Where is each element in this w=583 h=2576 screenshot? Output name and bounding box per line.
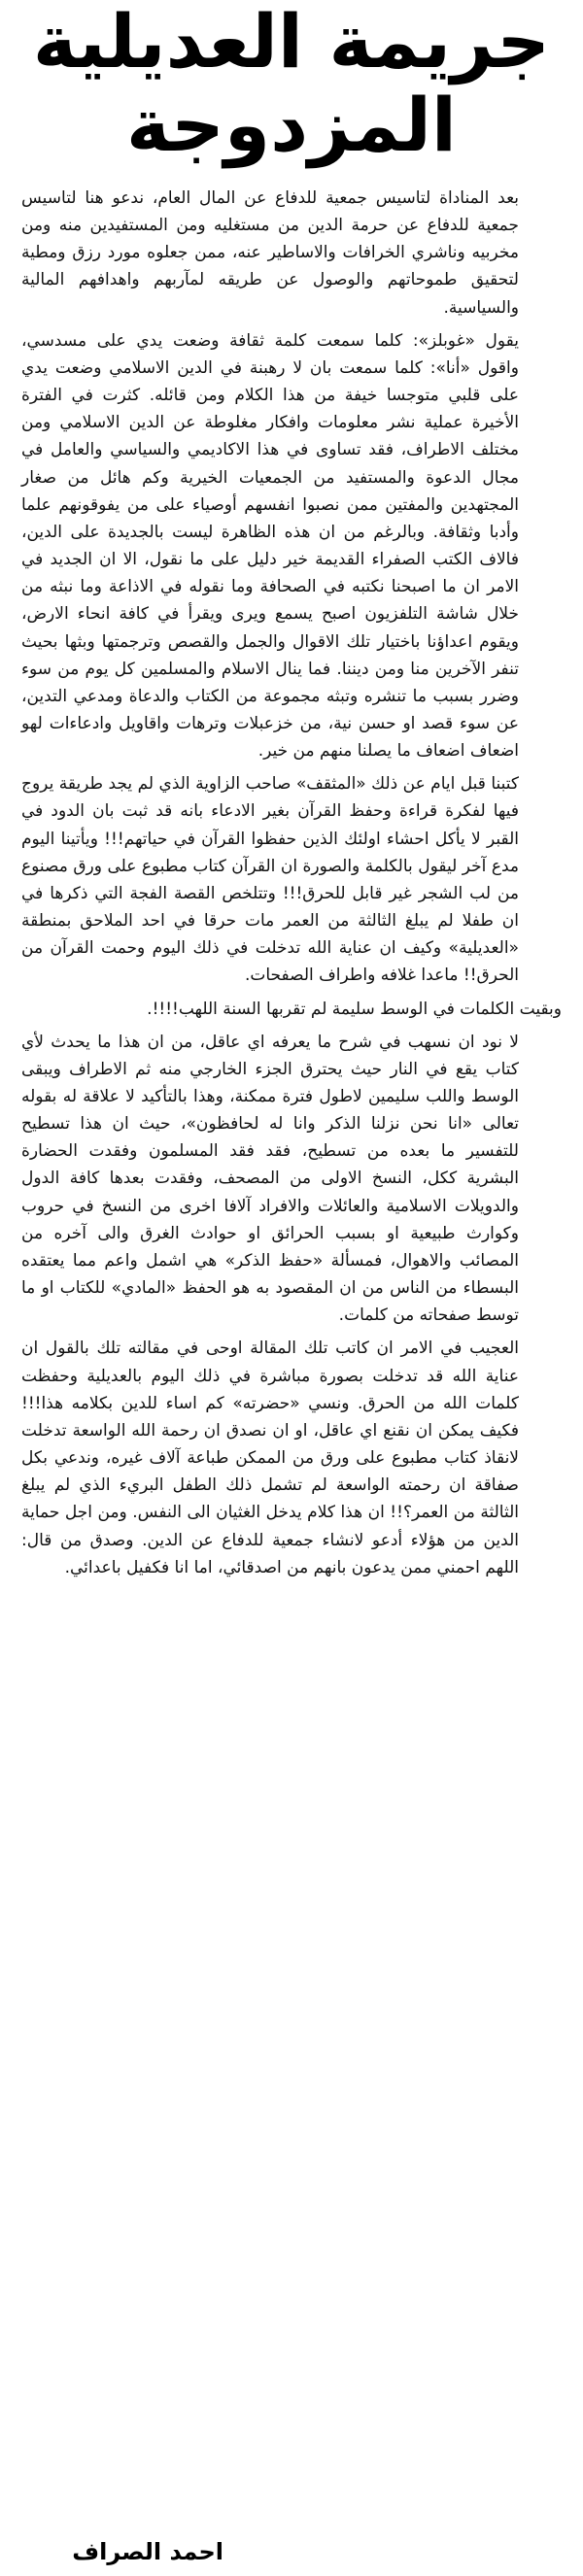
paragraph-reasoning: لا نود ان نسهب في شرح ما يعرفه اي عاقل، من ان هذا ما يحدث لأي كتاب يقع في النار حيث يحترق الجزء الخارجي منه ثم الاطراف ويبقى الوسط واللب سليمين لاطول فترة ممكنة، وهذا بالتأكيد لا علاقة له بقوله تعالى «انا نحن نزلنا الذكر وانا له لحافظون»، حيث ان هذا تسطيح للتفسير ما بعده من تسطيح، فقد فقد المسلمون وفقدت الحضارة البشرية ككل، النسخ الاولى من المصحف، وفقدت بعدها كافة الدول والدويلات الاسلامية والعائلات والافراد آلافا اخرى من النسخ في حروب وكوارث طبيعية او بسبب الحرائق او حوادث الغرق والى آخره من المصائب والاهوال، فمسألة «حفظ الذكر» هي اشمل واعم مما يعتقده البسطاء من الناس من ان المقصود به هو الحفظ «المادي» للكتاب او ما توسط صفحاته من كلمات.	[21, 1032, 519, 1326]
paragraph-goebbels: يقول «غوبلز»: كلما سمعت كلمة ثقافة وضعت يدي على مسدسي، واقول «أنا»: كلما سمعت بان لا رهبنة في الدين الاسلامي وضعت يدي على قلبي متوجسا خيفة من هذا الكلام ومن قائله. كثرت في الفترة الأخيرة عملية نشر معلومات وافكار مغلوطة عن الدين الاسلامي ومن مختلف الاطراف، فقد تساوى في هذا الاكاديمي والسياسي والعامل في مجال الدعوة والمستفيد من الجمعيات الخيرية وكم هائل من صغار المجتهدين والمفتين ممن نصبوا انفسهم أوصياء على من يفوقونهم علما وأدبا وثقافة. وبالرغم من ان هذه الظاهرة ليست بالجديدة على الدين، فالاف الكتب الصفراء القديمة خير دليل على ما نقول، الا ان الجديد في الامر ان ما اصبحنا نكتبه في الصحافة وما نقوله في الاذاعة وما نبثه من خلال شاشة التلفزيون اصبح يسمع ويرى ويقرأ في كافة انحاء الارض، ويقوم اعداؤنا باختيار تلك الاقوال والجمل والقصص وترجمتها وبثها بحيث تنفر الآخرين منا ومن ديننا. فما ينال الاسلام والمسلمين كل يوم من سوء وضرر بسبب ما تنشره وتبثه مجموعة من الكتاب والدعاة ومدعي التدين، عن سوء قصد او حسن نية، من خزعبلات وترهات واقاويل وادعاءات لهو اضعاف اضعاف ما يصلنا منهم من خير.	[21, 330, 519, 762]
paragraph-conclusion: العجيب في الامر ان كاتب تلك المقالة اوحى في مقالته تلك بالقول ان عناية الله قد تدخلت بصورة مباشرة في ذلك اليوم بالعديلية وحفظت كلمات الله من الحرق. ونسي «حضرته» كم اساء للدين بكلامه هذا!!! فكيف يمكن ان نقنع اي عاقل، او ان نصدق ان رحمة الله الواسعة تدخلت لانقاذ كتاب مطبوع على ورق من الممكن طباعة آلاف غيره، وندعي بكل صفاقة ان رحمته الواسعة لم تشمل ذلك الطفل البريء الذي لم يبلغ الثالثة من العمر؟!! ان هذا كلام يدخل الغثيان الى النفس. ومن اجل حماية الدين من هؤلاء أدعو لانشاء جمعية للدفاع عن الدين. وصدق من قال: اللهم احمني ممن يدعون بانهم من اصدقائي، اما انا فكفيل باعدائي.	[21, 1339, 519, 1577]
headline-line-1: جريمة العديلية	[32, 0, 551, 85]
headline-line-2: المزدوجة	[126, 82, 457, 168]
paragraph-adailiya-story: كتبنا قبل ايام عن ذلك «المثقف» صاحب الزاوية الذي لم يجد طريقة يروج فيها لفكرة قراءة وحفظ القرآن بغير الادعاء بانه قد ثبت بان الدود في القبر لا يأكل احشاء اولئك الذين حفظوا القرآن في حياتهم!!! ويأتينا اليوم مدع آخر ليقول بالكلمة والصورة ان القرآن كتاب مطبوع على ورق مصنوع من لب الشجر غير قابل للحرق!!! وتتلخص القصة الفجة التي ذكرها في ان طفلا لم يبلغ الثالثة من العمر مات حرقا في احد الملاحق بمنطقة «العديلية» وكيف ان عناية الله تدخلت في ذلك اليوم وحمت القرآن من الحرق!! ماعدا غلافه واطراف الصفحات.	[21, 774, 519, 986]
author-byline: احمد الصراف	[72, 2538, 223, 2565]
paragraph-intro: بعد المناداة لتاسيس جمعية للدفاع عن المال العام، ندعو هنا لتاسيس جمعية للدفاع عن حرمة الدين من مستغليه ومن المستفيدين منه ومن مخربيه وناشري الخرافات والاساطير عنه، ممن جعلوه مورد رزق ومطية لتحقيق طموحاتهم والوصول عن طريقه لمآربهم واهدافهم المالية والسياسية.	[21, 188, 519, 318]
article-body	[21, 185, 562, 1587]
article-headline	[0, 0, 583, 175]
paragraph-flames: وبقيت الكلمات في الوسط سليمة لم تقربها السنة اللهب!!!!.	[147, 999, 562, 1019]
